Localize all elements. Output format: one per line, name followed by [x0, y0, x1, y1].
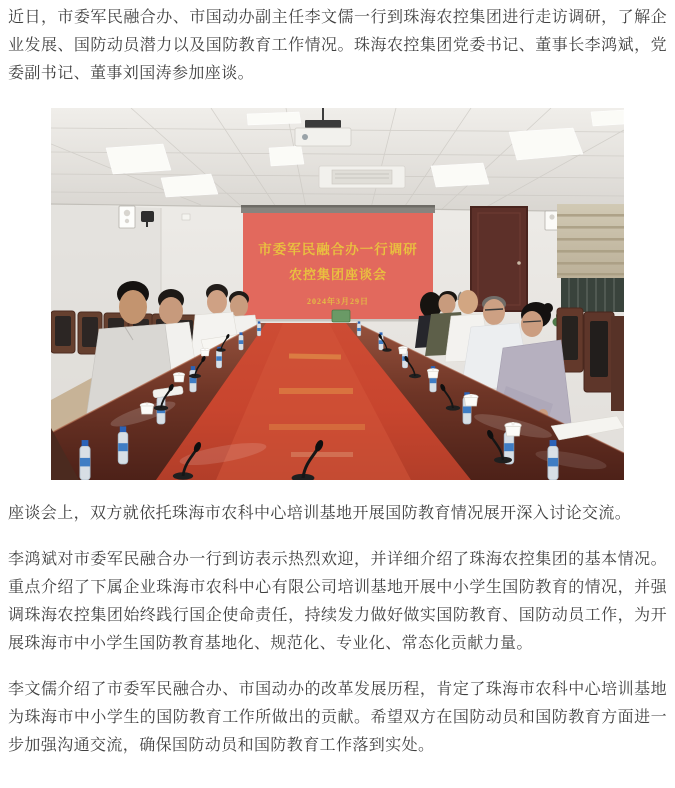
meeting-photo[interactable]	[51, 108, 624, 480]
window-blind	[557, 204, 624, 278]
window	[561, 278, 624, 312]
screen-title-line2: 农控集团座谈会	[288, 267, 388, 282]
paragraph-lihongbin: 李鸿斌对市委军民融合办一行到访表示热烈欢迎，并详细介绍了珠海农控集团的基本情况。重点介绍了下属企业珠海市农科中心有限公司培训基地开展中小学生国防教育的情况，并强调珠海农控集团始终践行国企使命责任，持续发力做好做实国防教育、国防动员工作，为开展珠海市中小学生国防教育基地化、规范化、专业化、常态化贡献力量。	[8, 551, 667, 652]
wall-speaker-right	[545, 211, 559, 230]
wall-switch	[182, 214, 190, 220]
ac-vent	[319, 166, 405, 188]
paragraph-discussion: 座谈会上，双方就依托珠海市农科中心培训基地开展国防教育情况展开深入讨论交流。	[8, 505, 632, 522]
tissue-box	[332, 310, 350, 322]
ceiling	[51, 108, 624, 212]
meeting-room-scene	[51, 108, 624, 480]
screen-date: 2024年3月29日	[307, 297, 369, 306]
paragraph-liwenru: 李文儒介绍了市委军民融合办、市国动办的改革发展历程，肯定了珠海市农科中心培训基地为珠海市中小学生的国防教育工作所做出的贡献。希望双方在国防动员和国防教育方面进一步加强沟通交流，确保国防动员和国防教育工作落到实处。	[8, 681, 667, 754]
door	[471, 207, 527, 311]
projection-screen	[241, 205, 435, 322]
paragraph-intro: 近日，市委军民融合办、市国动办副主任李文儒一行到珠海农控集团进行走访调研，了解企业发展、国防动员潜力以及国防教育工作情况。珠海农控集团党委书记、董事长李鸿斌，党委副书记、董事刘国涛参加座谈。	[8, 9, 667, 82]
wall-speaker-left	[119, 206, 135, 228]
screen-title-line1: 市委军民融合办一行调研	[258, 242, 418, 257]
